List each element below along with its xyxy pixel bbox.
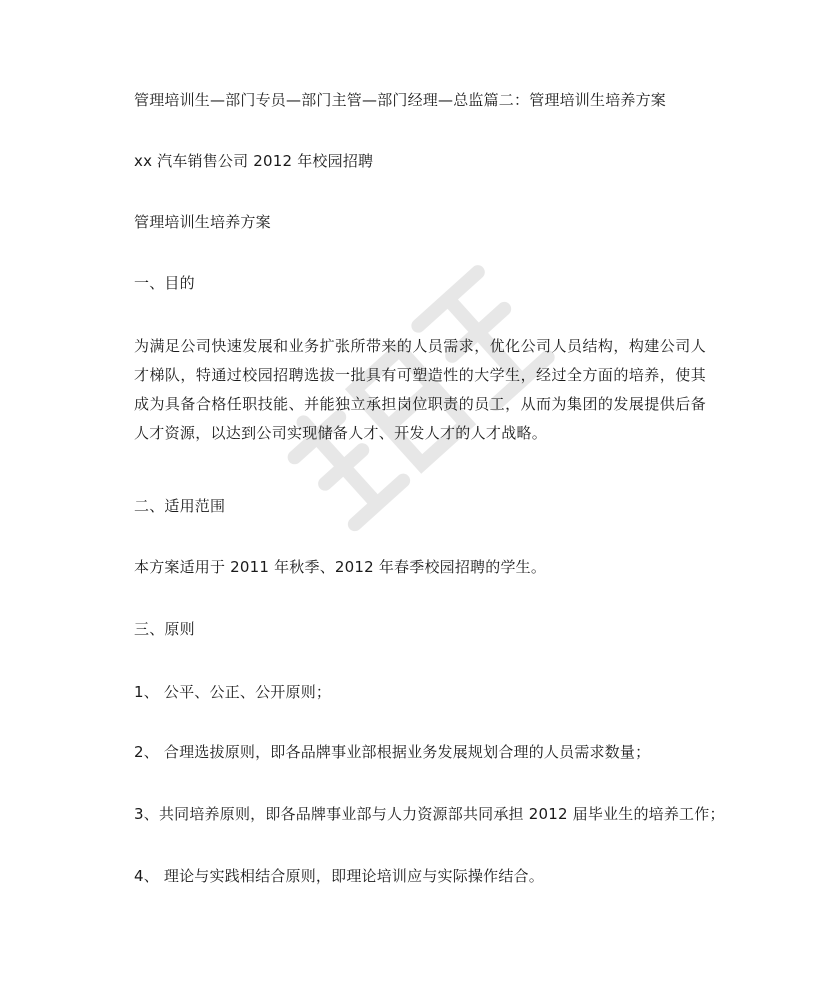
section1-paragraph bbox=[134, 332, 706, 448]
section2-title: 二、适用范围 bbox=[134, 497, 226, 515]
company-line: xx 汽车销售公司 2012 年校园招聘 bbox=[134, 152, 374, 170]
section3-title: 三、原则 bbox=[134, 620, 195, 638]
principle-item: 1、 公平、公正、公开原则； bbox=[134, 683, 332, 701]
principle-item: 4、 理论与实践相结合原则，即理论培训应与实际操作结合。 bbox=[134, 867, 544, 885]
principle-item: 3、共同培养原则，即各品牌事业部与人力资源部共同承担 2012 届毕业生的培养工作； bbox=[134, 805, 725, 823]
plan-title: 管理培训生培养方案 bbox=[134, 213, 271, 231]
section2-paragraph: 本方案适用于 2011 年秋季、2012 年春季校园招聘的学生。 bbox=[134, 558, 547, 576]
section1-title: 一、目的 bbox=[134, 274, 195, 292]
heading-line: 管理培训生—部门专员—部门主管—部门经理—总监篇二：管理培训生培养方案 bbox=[134, 91, 667, 109]
principle-item: 2、 合理选拔原则，即各品牌事业部根据业务发展规划合理的人员需求数量； bbox=[134, 743, 651, 761]
section1-paragraph-text: 为满足公司快速发展和业务扩张所带来的人员需求，优化公司人员结构，构建公司人才梯队，特通过校园招聘选拔一批具有可塑造性的大学生，经过全方面的培养，使其成为具备合格任职技能、并能独立承担岗位职责的员工，从而为集团的发展提供后备人才资源，以达到公司实现储备人才、开发人才的人才战略。 bbox=[134, 337, 706, 442]
